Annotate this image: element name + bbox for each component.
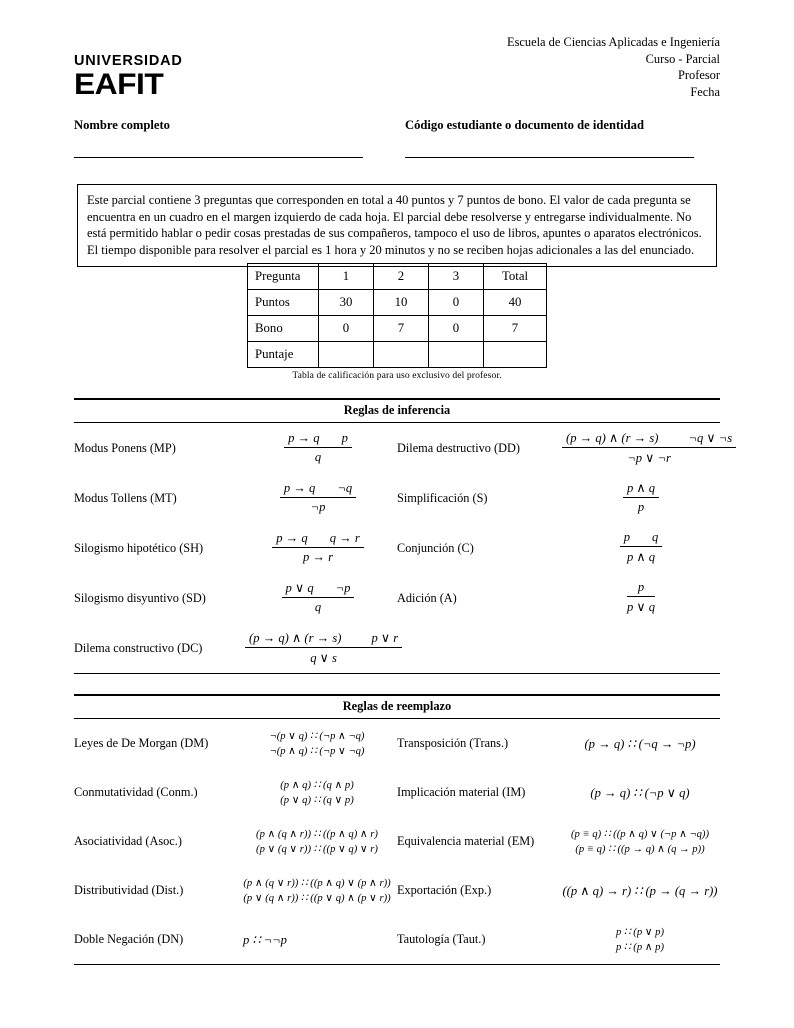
name-input-line[interactable]: [74, 157, 363, 158]
table-row: [74, 768, 720, 817]
rule-name: Dilema destructivo (DD): [397, 440, 520, 455]
code-field-group: [397, 118, 720, 158]
rule-formula: (p → q) ∷ (¬q → ¬p): [584, 736, 696, 751]
table-row: [74, 473, 720, 523]
rule-formula: ¬(p ∨ q) ∷ (¬p ∧ ¬q) ¬(p ∧ q) ∷ (¬p ∨ ¬q): [269, 730, 365, 757]
table-row: [74, 623, 720, 673]
replacement-rules-table: [74, 719, 720, 964]
inference-rules-title: Reglas de inferencia: [343, 403, 451, 417]
instructions-box: Este parcial contiene 3 preguntas que corresponden en total a 40 puntos y 7 puntos de bono. El valor de cada pregunta se encuentra en un cuadro en el margen izquierdo de cada hoja. El parcial debe resolverse y entregarse individualmente. No está permitido hablar o pedir cosas prestadas de sus compañeros, tampoco el uso de libros, apuntes o aparatos electrónicos. El tiempo disponible para resolver el parcial es 1 hora y 20 minutos y no se reciben hojas adicionales a las del enunciado.: [77, 184, 717, 267]
grade-total-cell: Total: [484, 264, 547, 290]
table-row: [74, 523, 720, 573]
grading-table-wrap: [0, 263, 794, 381]
table-row: [248, 290, 547, 316]
rule-formula: $\frac{p}{p \vee q}$: [626, 580, 656, 614]
grade-cell-empty[interactable]: [374, 342, 429, 368]
code-label: Código estudiante o documento de identidad: [405, 118, 644, 132]
grade-cell: 0: [429, 290, 484, 316]
grade-total-cell-empty[interactable]: [484, 342, 547, 368]
table-row: [248, 264, 547, 290]
grading-table: [247, 263, 547, 368]
student-fields: [74, 118, 720, 158]
rule-formula: $\frac{(p \to q) \wedge (r \to s) \neg q \vee \neg s}{\neg p \vee \neg r}$: [562, 423, 720, 473]
rule-name: Simplificación (S): [397, 490, 488, 505]
grade-row-label: Puntos: [248, 290, 319, 316]
header-line-date: Fecha: [690, 84, 720, 99]
grade-cell-empty[interactable]: [319, 342, 374, 368]
grade-cell: 7: [374, 316, 429, 342]
table-row: [74, 423, 720, 473]
table-row: [248, 342, 547, 368]
table-row: [74, 817, 720, 866]
inference-rules-section: [74, 398, 733, 674]
grade-cell: 3: [429, 264, 484, 290]
rule-name: Silogismo hipotético (SH): [74, 540, 204, 555]
name-field-group: [74, 118, 397, 158]
rule-name: Adición (A): [397, 590, 457, 605]
rule-name: Asociatividad (Asoc.): [74, 834, 182, 848]
replacement-rules-section: [74, 694, 720, 965]
rule-name: Implicación material (IM): [397, 785, 526, 799]
rule-name: Equivalencia material (EM): [397, 834, 535, 848]
grade-row-label: Puntaje: [248, 342, 319, 368]
rule-name: Transposición (Trans.): [397, 736, 509, 750]
grade-cell: 2: [374, 264, 429, 290]
rule-formula: p ∷ (p ∨ p) p ∷ (p ∧ p): [615, 926, 665, 953]
rule-formula: ((p ∧ q) → r) ∷ (p → (q → r)): [562, 883, 718, 898]
rule-name: Dilema constructivo (DC): [74, 640, 203, 655]
table-row: [74, 573, 720, 623]
grade-cell: 0: [319, 316, 374, 342]
code-input-line[interactable]: [405, 157, 694, 158]
rule-formula: $\frac{\text{p → q p}}{q}$: [239, 423, 397, 473]
page-header: [0, 34, 794, 110]
grade-cell: 1: [319, 264, 374, 290]
table-row: [248, 316, 547, 342]
grade-cell: 30: [319, 290, 374, 316]
name-label: Nombre completo: [74, 118, 170, 132]
grade-cell-empty[interactable]: [429, 342, 484, 368]
rule-formula: $\frac{\text{p → q q → r}}{p \to r}$: [239, 523, 397, 573]
table-row: [74, 866, 720, 915]
grade-total-cell: 7: [484, 316, 547, 342]
rule-name: Modus Tollens (MT): [74, 490, 177, 505]
table-row: [74, 719, 720, 768]
rule-name: Doble Negación (DN): [74, 932, 184, 946]
rule-formula: (p → q) ∷ (¬p ∨ q): [590, 785, 690, 800]
rule-name: Distributividad (Dist.): [74, 883, 184, 897]
rule-formula: $\frac{p \wedge q}{p}$: [562, 473, 720, 523]
rule-formula: $\frac{p \to q \neg q}{\neg p}$: [239, 473, 397, 523]
rule-name: Silogismo disyuntivo (SD): [74, 590, 206, 605]
rule-name: Conmutatividad (Conm.): [74, 785, 198, 799]
logo-eafit-text: EAFIT: [74, 67, 164, 101]
divider: [74, 673, 720, 674]
rule-formula: $\frac{\text{p q}}{p \wedge q}$: [562, 523, 720, 573]
header-line-professor: Profesor: [678, 68, 720, 83]
rule-formula: p ∷ ¬¬p: [243, 932, 287, 947]
inference-rules-table: [74, 423, 733, 673]
logo-universidad-text: UNIVERSIDAD: [74, 53, 183, 69]
rule-name: Leyes de De Morgan (DM): [74, 736, 209, 750]
table-row: [74, 915, 720, 964]
grade-cell: 0: [429, 316, 484, 342]
rule-name: Conjunción (C): [397, 540, 474, 555]
rule-formula: (p ∧ (q ∨ r)) ∷ ((p ∧ q) ∨ (p ∧ r)) (p ∨ (q ∧ r)) ∷ ((p ∨ q) ∧ (p ∨ r)): [243, 877, 391, 904]
grade-row-label: Pregunta: [248, 264, 319, 290]
header-line-course: Curso - Parcial: [645, 51, 720, 66]
grade-row-label: Bono: [248, 316, 319, 342]
rule-name: Modus Ponens (MP): [74, 440, 176, 455]
grade-total-cell: 40: [484, 290, 547, 316]
rule-formula: (p ≡ q) ∷ ((p ∧ q) ∨ (¬p ∧ ¬q)) (p ≡ q) ∷ ((p → q) ∧ (q → p)): [571, 828, 709, 855]
rule-formula: $\frac{p \vee q \neg p}{q}$: [239, 573, 397, 623]
rule-formula: (p ∧ (q ∧ r)) ∷ ((p ∧ q) ∧ r) (p ∨ (q ∨ r)) ∷ ((p ∨ q) ∨ r): [256, 828, 378, 855]
rule-name: Exportación (Exp.): [397, 883, 492, 897]
grade-cell: 10: [374, 290, 429, 316]
header-line-school: Escuela de Ciencias Aplicadas e Ingeniería: [507, 35, 720, 49]
header-course-info: [507, 34, 720, 100]
rule-formula: (p ∧ q) ∷ (q ∧ p) (p ∨ q) ∷ (q ∨ p): [280, 779, 354, 806]
divider: [74, 964, 720, 965]
rule-formula: $\frac{(p \to q) \wedge (r \to s) p \vee r}{q \vee s}$: [239, 623, 720, 673]
replacement-rules-title: Reglas de reemplazo: [342, 699, 452, 713]
rule-name: Tautología (Taut.): [397, 932, 486, 946]
university-logo: [74, 54, 183, 100]
grading-table-caption: Tabla de calificación para uso exclusivo del profesor.: [292, 370, 502, 381]
